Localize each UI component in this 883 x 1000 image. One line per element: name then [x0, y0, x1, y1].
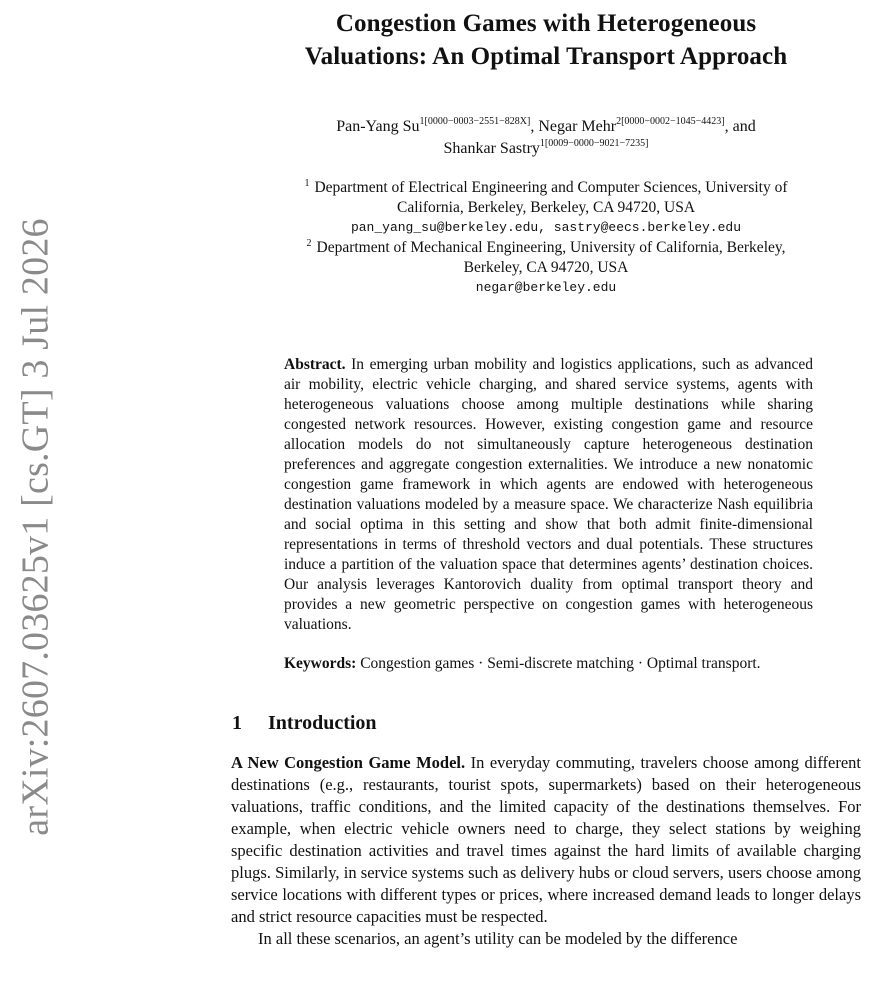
paragraph-text: In everyday commuting, travelers choose among different destinations (e.g., restaurants, tourist spots, supermarkets) based on their heterogeneous valuations, traffic conditions, and the limited capacity of the destinations themselves. For example, when electric vehicle owners need to charge, they select stations by weighing specific destination activities and travel times against the hard limits of available charging plugs. Similarly, in service systems such as delivery hubs or cloud servers, users choose among service locations with different types or prices, where increased demand leads to longer delays and strict resource capacities must be respected.: [231, 753, 861, 926]
paper-page: [231, 0, 861, 1000]
author-name: Pan-Yang Su: [336, 118, 420, 135]
keywords: [284, 654, 813, 674]
author-name: Shankar Sastry: [443, 140, 540, 157]
affiliations: [231, 178, 861, 298]
intro-paragraph-2: In all these scenarios, an agent’s utility can be modeled by the difference: [258, 929, 738, 948]
arxiv-identifier: arXiv:2607.03625v1 [cs.GT] 3 Jul 2026: [15, 218, 58, 836]
affiliation-text: California, Berkeley, Berkeley, CA 94720, USA: [396, 199, 696, 216]
paragraph-lead: A New Congestion Game Model.: [231, 753, 466, 772]
intro-paragraph-1: [231, 752, 861, 928]
abstract-text: In emerging urban mobility and logistics applications, such as advanced air mobility, electric vehicle charging, and shared service systems, agents with heterogeneous valuations choose among multiple destinations while sharing congested network resources. However, existing congestion game and resource allocation models do not simultaneously capture heterogeneous destination preferences and aggregate congestion externalities. We introduce a new nonatomic congestion game framework in which agents are endowed with heterogeneous destination valuations modeled by a measure space. We characterize Nash equilibria and social optima in this setting and show that both admit finite-dimensional representations in terms of threshold vectors and dual potentials. These structures induce a partition of the valuation space that determines agents’ destination choices. Our analysis leverages Kantorovich duality from optimal transport theory and provides a new geometric perspective on congestion games with heterogeneous valuations.: [284, 356, 813, 633]
author-orcid: 2[0000−0002−1045−4423]: [616, 116, 725, 127]
abstract: [284, 355, 813, 635]
affiliation-marker: 2: [306, 238, 312, 249]
affiliation-text: Department of Electrical Engineering and Computer Sciences, University of: [314, 179, 788, 196]
keywords-text: Congestion games · Semi-discrete matching · Optimal transport.: [360, 655, 761, 672]
affiliation-1: [231, 178, 861, 198]
author-list: [231, 116, 861, 160]
affiliation-text: Berkeley, CA 94720, USA: [463, 259, 629, 276]
author-name: Negar Mehr: [538, 118, 617, 135]
arxiv-identifier-stamp: [8, 218, 64, 836]
keywords-label: Keywords:: [284, 655, 357, 672]
paper-title-line-2: Valuations: An Optimal Transport Approach: [304, 43, 788, 70]
affiliation-text: Department of Mechanical Engineering, University of California, Berkeley,: [316, 239, 786, 256]
affiliation-2: [231, 238, 861, 258]
paper-title: [231, 0, 861, 73]
author-separator: , and: [724, 118, 756, 135]
affiliation-email: negar@berkeley.edu: [475, 280, 617, 295]
section-number: 1: [232, 712, 242, 734]
affiliation-marker: 1: [304, 178, 310, 189]
section-title: Introduction: [268, 712, 377, 734]
affiliation-email: pan_yang_su@berkeley.edu, sastry@eecs.berkeley.edu: [350, 220, 742, 235]
author-orcid: 1[0009−0000−9021−7235]: [539, 138, 649, 149]
author-separator: ,: [530, 118, 539, 135]
author-orcid: 1[0000−0003−2551−828X]: [419, 116, 531, 127]
paper-title-line-1: Congestion Games with Heterogeneous: [335, 10, 757, 37]
section-heading-introduction: [232, 710, 861, 736]
abstract-label: Abstract.: [284, 356, 346, 373]
